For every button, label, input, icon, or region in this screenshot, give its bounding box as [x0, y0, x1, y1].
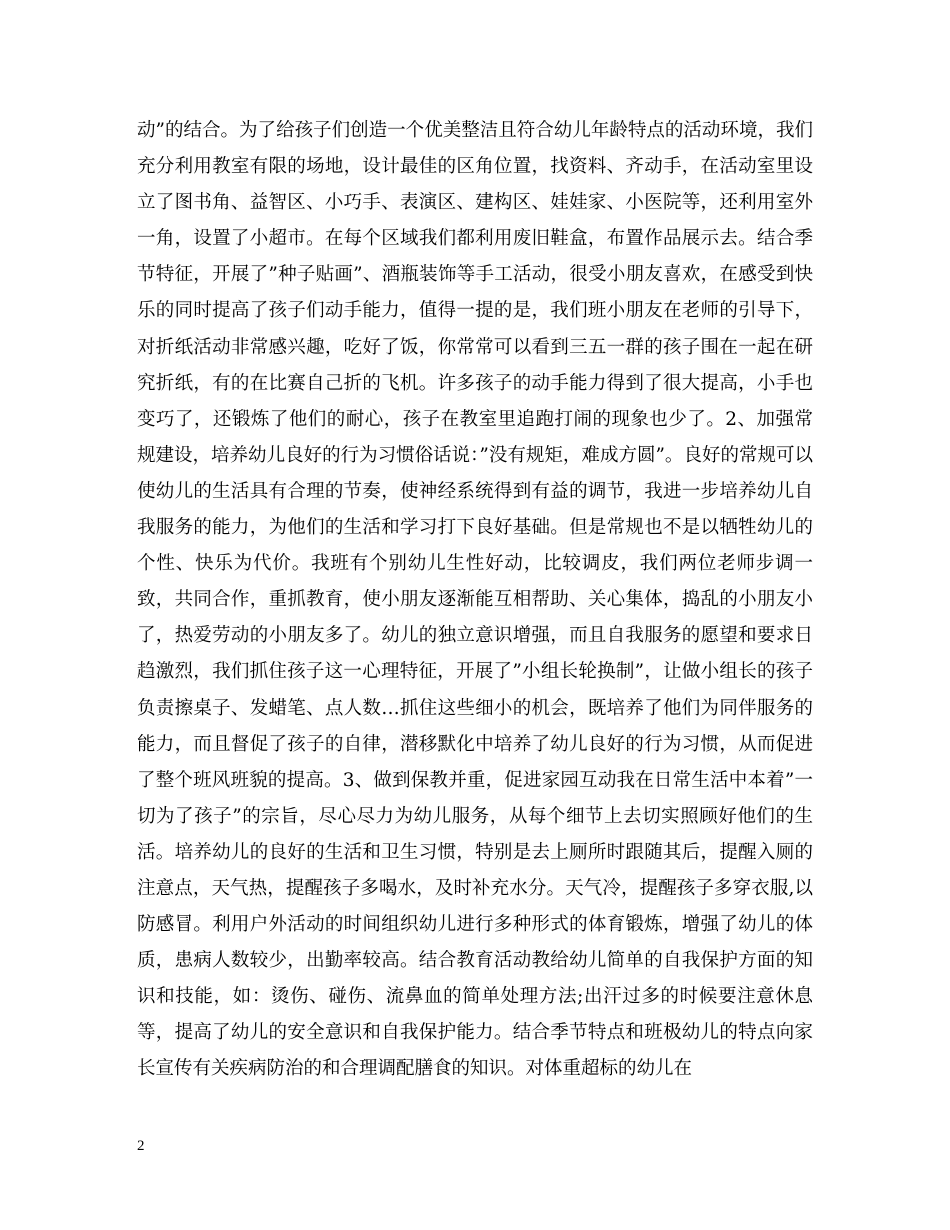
- page-number: 2: [137, 1138, 145, 1154]
- body-paragraph: 动”的结合。为了给孩子们创造一个优美整洁且符合幼儿年龄特点的活动环境，我们充分利用教室有限的场地，设计最佳的区角位置，找资料、齐动手，在活动室里设立了图书角、益智区、小巧手、表演区、建构区、娃娃家、小医院等，还利用室外一角，设置了小超市。在每个区域我们都利用废旧鞋盒，布置作品展示去。结合季节特征，开展了”种子贴画”、酒瓶装饰等手工活动，很受小朋友喜欢，在感受到快乐的同时提高了孩子们动手能力，值得一提的是，我们班小朋友在老师的引导下，对折纸活动非常感兴趣，吃好了饭，你常常可以看到三五一群的孩子围在一起在研究折纸，有的在比赛自己折的飞机。许多孩子的动手能力得到了很大提高，小手也变巧了，还锻炼了他们的耐心，孩子在教室里追跑打闹的现象也少了。2、加强常规建设，培养幼儿良好的行为习惯俗话说：”没有规矩，难成方圆”。良好的常规可以使幼儿的生活具有合理的节奏，使神经系统得到有益的调节，我进一步培养幼儿自我服务的能力，为他们的生活和学习打下良好基础。但是常规也不是以牺牲幼儿的个性、快乐为代价。我班有个别幼儿生性好动，比较调皮，我们两位老师步调一致，共同合作，重抓教育，使小朋友逐渐能互相帮助、关心集体，捣乱的小朋友小了，热爱劳动的小朋友多了。幼儿的独立意识增强，而且自我服务的愿望和要求日趋激烈，我们抓住孩子这一心理特征，开展了”小组长轮换制”，让做小组长的孩子负责擦桌子、发蜡笔、点人数…抓住这些细小的机会，既培养了他们为同伴服务的能力，而且督促了孩子的自律，潜移默化中培养了幼儿良好的行为习惯，从而促进了整个班风班貌的提高。3、做到保教并重，促进家园互动我在日常生活中本着”一切为了孩子”的宗旨，尽心尽力为幼儿服务，从每个细节上去切实照顾好他们的生活。培养幼儿的良好的生活和卫生习惯，特别是去上厕所时跟随其后，提醒入厕的注意点，天气热，提醒孩子多喝水，及时补充水分。天气冷，提醒孩子多穿衣服,以防感冒。利用户外活动的时间组织幼儿进行多种形式的体育锻炼，增强了幼儿的体质，患病人数较少，出勤率较高。结合教育活动教给幼儿简单的自我保护方面的知识和技能，如：烫伤、碰伤、流鼻血的简单处理方法;出汗过多的时候要注意休息等，提高了幼儿的安全意识和自我保护能力。结合季节特点和班极幼儿的特点向家长宣传有关疾病防治的和合理调配膳食的知识。对体重超标的幼儿在: [137, 120, 813, 1080]
